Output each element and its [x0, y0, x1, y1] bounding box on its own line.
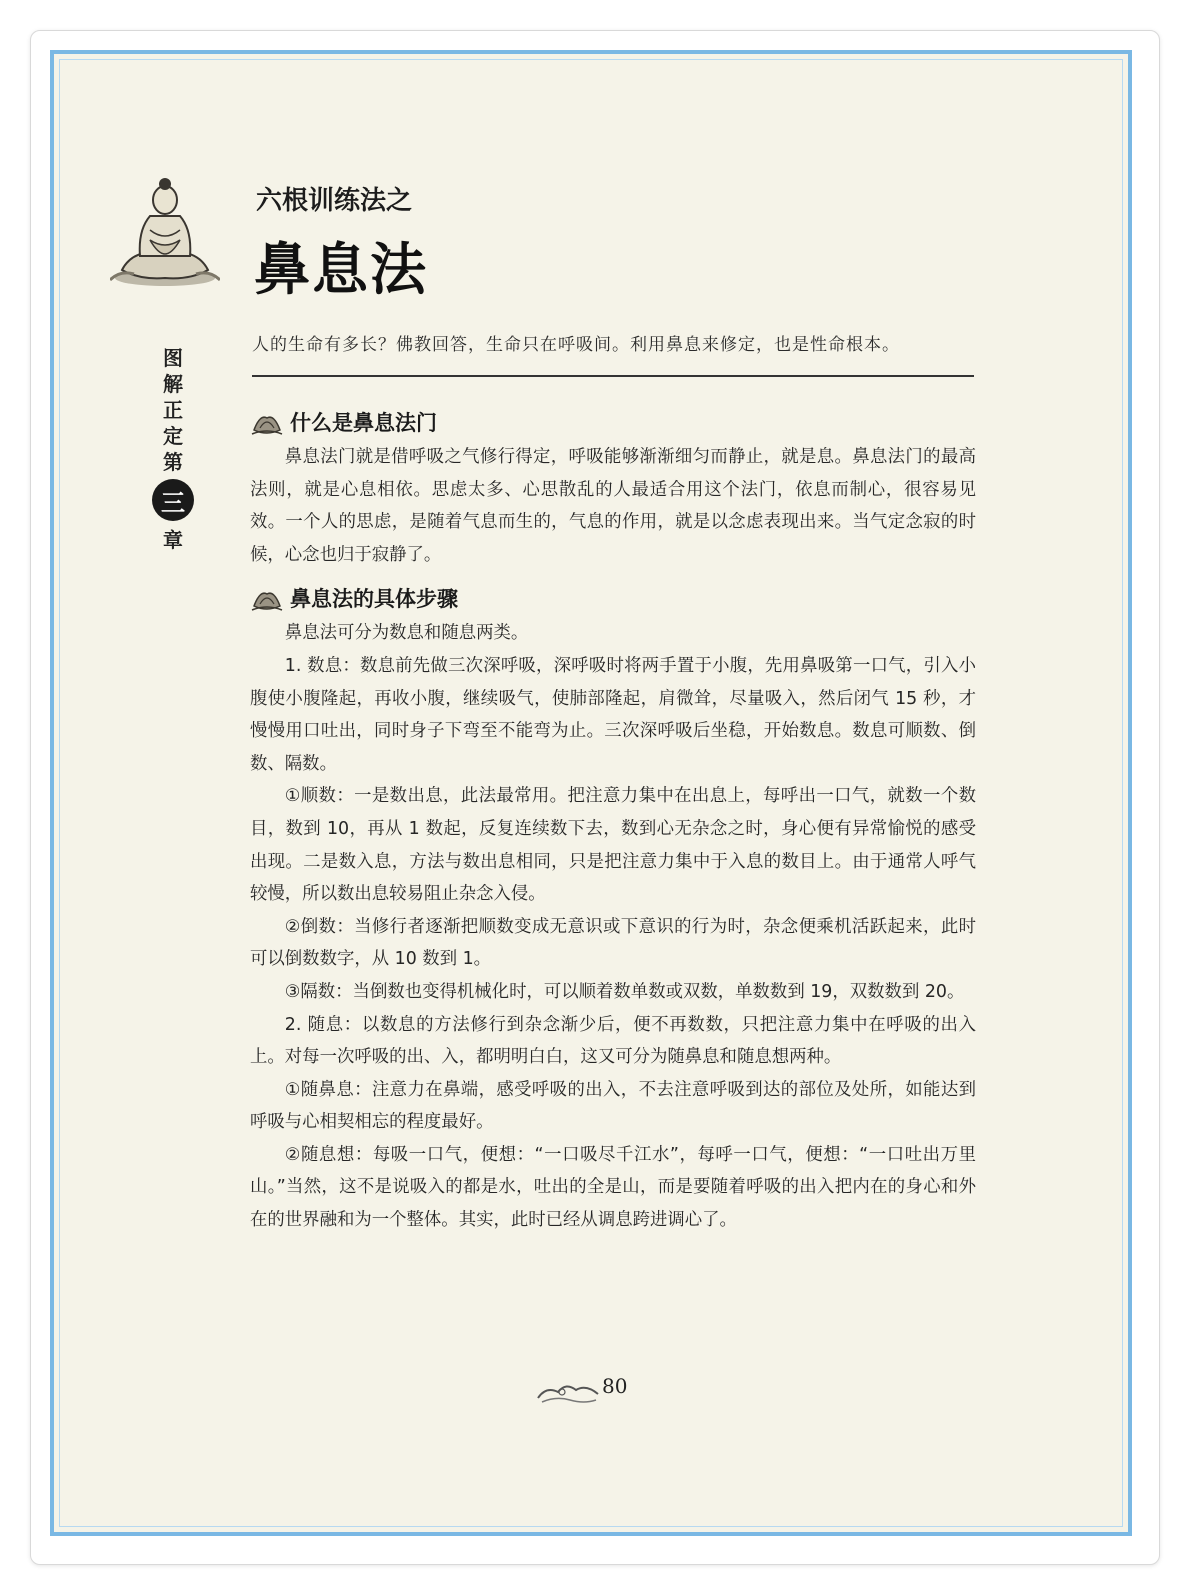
paragraph: 鼻息法门就是借呼吸之气修行得定，呼吸能够渐渐细匀而静止，就是息。鼻息法门的最高法则，就是心息相依。思虑太多、心思散乱的人最适合用这个法门，依息而制心，很容易见效。一个人的思虑，是随着气息而生的，气息的作用，就是以念虑表现出来。当气定念寂的时候，心念也归于寂静了。 [250, 447, 976, 565]
paragraph: ②倒数：当修行者逐渐把顺数变成无意识或下意识的行为时，杂念便乘机活跃起来，此时可以倒数数字，从 10 数到 1。 [250, 916, 976, 970]
section-heading [250, 405, 976, 441]
section-heading-text: 什么是鼻息法门 [290, 409, 437, 435]
sidebar-char: 章 [163, 528, 183, 552]
section-heading-text: 鼻息法的具体步骤 [290, 586, 458, 612]
divider [252, 375, 974, 377]
paragraph: ②随息想：每吸一口气，便想：“一口吸尽千江水”，每呼一口气，便想：“一口吐出万里山。”当然，这不是说吸入的都是水，吐出的全是山，而是要随着呼吸的出入把内在的身心和外在的世界融和为一个整体。其实，此时已经从调息跨进调心了。 [250, 1144, 976, 1231]
chapter-number-badge: 三 [152, 479, 194, 521]
paragraph: 鼻息法可分为数息和随息两类。 [284, 623, 529, 644]
page-footer [536, 1374, 636, 1408]
sidebar-char: 定 [163, 424, 183, 448]
sidebar-char: 第 [163, 450, 183, 474]
sidebar-char: 图 [163, 346, 183, 370]
lotus-icon [250, 410, 284, 436]
chapter-sidebar [150, 345, 196, 553]
buddha-figure-icon [110, 170, 220, 290]
cloud-ornament-icon [536, 1376, 600, 1406]
page-number: 80 [602, 1374, 628, 1398]
paragraph: ①顺数：一是数出息，此法最常用。把注意力集中在出息上，每呼出一口气，就数一个数目，数到 10，再从 1 数起，反复连续数下去，数到心无杂念之时，身心便有异常愉悦的感受出现。二是数入息，方法与数出息相同，只是把注意力集中于入息的数目上。由于通常人呼气较慢，所以数出息较易阻止杂念入侵。 [250, 786, 976, 905]
paragraph: ①随鼻息：注意力在鼻端，感受呼吸的出入，不去注意呼吸到达的部位及处所，如能达到呼吸与心相契相忘的程度最好。 [250, 1079, 976, 1133]
lotus-icon [250, 586, 284, 612]
section-heading [250, 581, 976, 617]
sidebar-char: 解 [163, 372, 183, 396]
paragraph: 2. 随息：以数息的方法修行到杂念渐少后，便不再数数，只把注意力集中在呼吸的出入上。对每一次呼吸的出、入，都明明白白，这又可分为随鼻息和随息想两种。 [250, 1014, 976, 1068]
page-title: 鼻息法 [254, 237, 428, 303]
paragraph: ③隔数：当倒数也变得机械化时，可以顺着数单数或双数，单数数到 19，双数数到 20。 [284, 981, 965, 1002]
page-subtitle: 六根训练法之 [256, 186, 413, 216]
intro-text: 人的生命有多长？佛教回答，生命只在呼吸间。利用鼻息来修定，也是性命根本。 [252, 335, 900, 355]
sidebar-char: 正 [163, 398, 183, 422]
content [250, 405, 976, 1237]
paragraph: 1. 数息：数息前先做三次深呼吸，深呼吸时将两手置于小腹，先用鼻吸第一口气，引入小腹使小腹隆起，再收小腹，继续吸气，使肺部隆起，肩微耸，尽量吸入，然后闭气 15 秒，才慢慢用口吐出，同时身子下弯至不能弯为止。三次深呼吸后坐稳，开始数息。数息可顺数、倒数、隔数。 [250, 655, 976, 774]
